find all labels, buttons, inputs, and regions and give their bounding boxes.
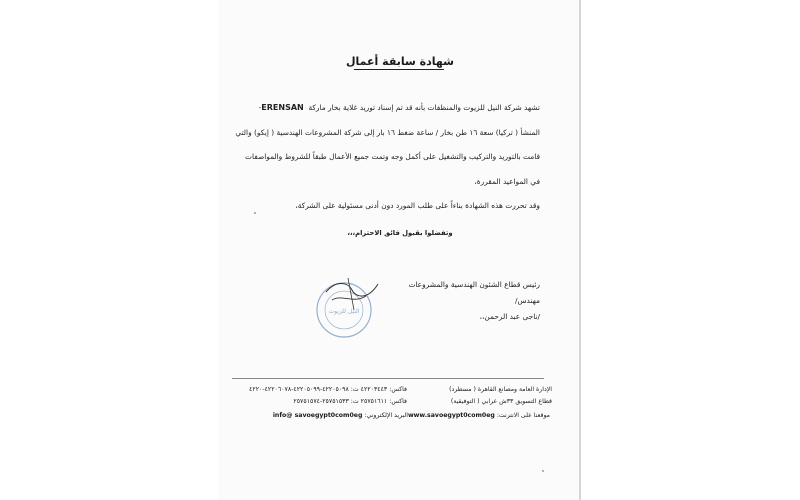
footer-website — [407, 412, 550, 419]
scan-speck — [542, 470, 544, 472]
website-label: موقعنا على الانترنت: — [496, 412, 550, 419]
footer-phone-hq: فاكس: ٤٢٢٠٣٤٤٣ ت: ٤٢٢٠٥٠٩٨-٤٢٢٠٥٠٩٩-٤٢٢٠٦٠٧٨-٤٢٢٠ — [249, 386, 407, 393]
handwritten-signature — [318, 270, 388, 330]
closing-salutation: وتفضلوا بقبول فائق الاحترام،،، — [347, 229, 453, 237]
signatory-name: /ناجى عبد الرحمن،، — [479, 312, 540, 321]
footer-contacts — [222, 384, 407, 408]
footer-divider — [232, 378, 544, 379]
body-line-3: قامت بالتوريد والتركيب والتشغيل على أكمل وجه وتمت جميع الأعمال طبقاً للشروط والمواصفات — [245, 152, 540, 161]
document-page — [218, 0, 580, 500]
footer-address-marketing: قطاع التسويق ٣٣ش عرابي ( التوفيقية) — [450, 398, 552, 405]
body-line-1 — [240, 96, 540, 121]
email-link[interactable]: info@ savoegypt0com0eg — [272, 412, 363, 419]
document-title: شهادة سابقة أعمال — [345, 55, 454, 68]
body-line-1-text: تشهد شركة النيل للزيوت والمنظفات بأنه قد تم إسناد توريد غلاية بخار ماركة — [308, 103, 540, 112]
scan-margin-right — [580, 0, 800, 500]
email-label: البريد الإلكتروني: — [364, 412, 408, 419]
body-line-5: وقد تحررت هذه الشهادة بناءاً على طلب المورد دون أدنى مسئولية على الشركة، — [295, 201, 540, 210]
body-line-4: في المواعيد المقررة، — [474, 176, 540, 186]
footer-address-hq: الإدارة العامة ومصانع القاهرة ( مسطرد) — [449, 386, 552, 393]
signatory-title: مهندس/ — [515, 296, 540, 305]
page-edge — [579, 0, 581, 500]
signatory-position: رئيس قطاع الشئون الهندسية والمشروعات — [408, 280, 540, 289]
footer-phone-marketing: فاكس: ٢٥٧٥١٦١١ ت: ٢٥٧٥١٥٣٣-٢٥٧٥١٥٧٤ — [293, 398, 407, 405]
certificate-body — [235, 96, 540, 219]
stamp-text: النيل للزيوت — [328, 308, 360, 315]
footer-email — [258, 412, 408, 419]
brand-name: ERENSAN — [261, 103, 304, 112]
scan-margin-left — [0, 0, 218, 500]
body-line-2: المنشأ ( تركيا) سعة ١٦ طن بخار / ساعة ضغط ١٦ بار إلى شركة المشروعات الهندسية ( إيكو) والتي — [235, 127, 540, 137]
title-underline — [354, 69, 444, 70]
scan-speck — [254, 212, 256, 214]
body-line-1-suffix: - — [258, 103, 262, 112]
footer-addresses — [412, 384, 552, 408]
website-link[interactable]: www.savoegypt0com0eg — [407, 412, 495, 419]
